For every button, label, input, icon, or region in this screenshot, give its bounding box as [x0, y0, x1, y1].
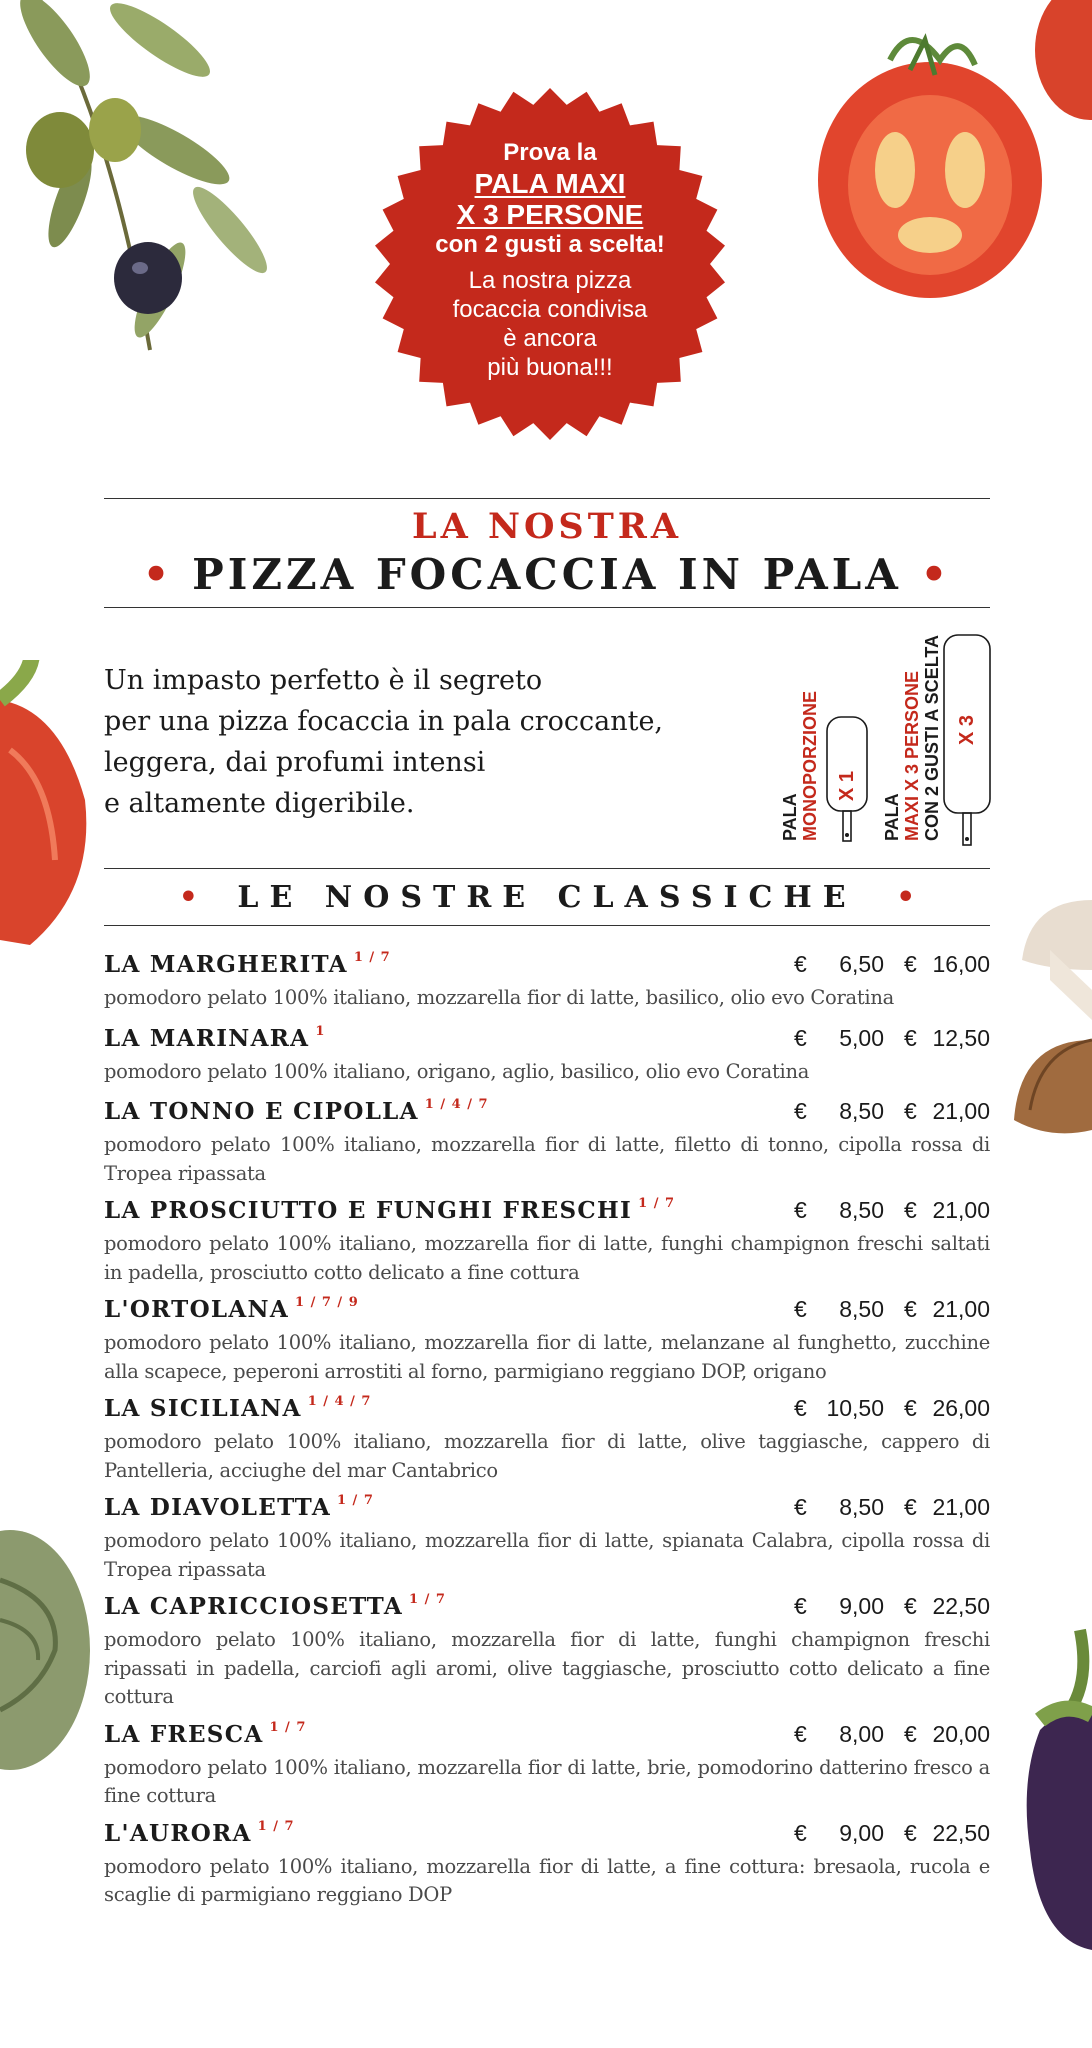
- intro-text: [104, 660, 744, 824]
- pala-maxi-label: MAXI X 3 PERSONE: [902, 670, 922, 841]
- badge-line: La nostra pizza: [468, 267, 632, 294]
- currency-symbol: €: [794, 1819, 807, 1846]
- badge-line: Prova la: [503, 139, 597, 166]
- menu-item-name: LA PROSCIUTTO E FUNGHI FRESCHI: [104, 1197, 633, 1224]
- currency-symbol: €: [794, 1296, 807, 1322]
- menu-item-name-wrap: [104, 1592, 446, 1620]
- menu-item-name-wrap: [104, 1295, 359, 1323]
- price-maxi-value: 12,50: [932, 1024, 990, 1051]
- tomato-corner-illustration: [1030, 0, 1092, 130]
- olive-branch-illustration: [0, 0, 320, 360]
- menu-item-description: pomodoro pelato 100% italiano, origano, aglio, basilico, olio evo Coratina: [104, 1059, 810, 1083]
- currency-symbol: €: [904, 1296, 917, 1322]
- menu-item-description: pomodoro pelato 100% italiano, mozzarella fior di latte, melanzane al funghetto, zucchine alla scapece, peperoni arrostiti al forno, parmigiano reggiano DOP, origano: [104, 1331, 990, 1383]
- price-maxi-value: 21,00: [932, 1098, 990, 1124]
- menu-item-description: pomodoro pelato 100% italiano, mozzarella fior di latte, funghi champignon freschi saltati in padella, prosciutto cotto delicato a fine cottura: [104, 1232, 990, 1284]
- currency-symbol: €: [794, 1720, 807, 1747]
- menu-item-header: [104, 1819, 990, 1853]
- menu-item-name: LA DIAVOLETTA: [104, 1494, 331, 1521]
- badge-line: più buona!!!: [487, 354, 613, 381]
- intro-line: per una pizza focaccia in pala croccante,: [104, 706, 664, 737]
- allergen-codes: 1 / 7: [353, 950, 391, 965]
- price-single-value: 8,00: [839, 1720, 884, 1747]
- menu-item: [104, 1394, 990, 1485]
- price-single-value: 5,00: [839, 1024, 884, 1051]
- price-maxi-value: 21,00: [932, 1494, 990, 1520]
- menu-item-header: [104, 1394, 990, 1428]
- page-title-text: PIZZA FOCACCIA IN PALA: [192, 550, 902, 599]
- menu-item-name: LA MARGHERITA: [104, 951, 348, 978]
- price-maxi-value: 22,50: [932, 1819, 990, 1846]
- currency-symbol: €: [904, 1494, 917, 1520]
- tomato-half-illustration: [800, 20, 1060, 320]
- pala-maxi-multiplier: X 3: [956, 714, 978, 745]
- menu-item-description: pomodoro pelato 100% italiano, mozzarella fior di latte, filetto di tonno, cipolla rossa di Tropea ripassata: [104, 1133, 990, 1185]
- pala-maxi-label: PALA: [882, 793, 902, 841]
- allergen-codes: 1 / 7: [638, 1196, 676, 1211]
- allergen-codes: 1 / 7: [269, 1719, 307, 1735]
- menu-item: [104, 1592, 990, 1712]
- menu-item-description: pomodoro pelato 100% italiano, mozzarella fior di latte, spianata Calabra, cipolla rossa di Tropea ripassata: [104, 1529, 990, 1581]
- allergen-codes: 1 / 7 / 9: [295, 1295, 359, 1310]
- menu-list: [104, 950, 990, 1918]
- currency-symbol: €: [794, 1098, 807, 1124]
- currency-symbol: €: [904, 1720, 917, 1747]
- price-single-value: 8,50: [839, 1098, 884, 1124]
- menu-item-name-wrap: [104, 1720, 306, 1748]
- menu-item-name: L'AURORA: [104, 1819, 252, 1847]
- price-single-value: 8,50: [839, 1494, 884, 1520]
- price-single-value: 10,50: [826, 1395, 884, 1421]
- currency-symbol: €: [904, 1024, 917, 1051]
- menu-item-name-wrap: [104, 1097, 489, 1125]
- pepper-illustration: [0, 660, 95, 950]
- bullet-dot: •: [920, 550, 952, 599]
- menu-item-header: [104, 1720, 990, 1754]
- menu-item-header: [104, 1196, 990, 1230]
- menu-item-description: pomodoro pelato 100% italiano, mozzarella fior di latte, a fine cottura: bresaola, rucola e scaglie di parmigiano reggiano DOP: [104, 1854, 990, 1906]
- intro-line: e altamente digeribile.: [104, 788, 415, 819]
- artichoke-illustration: [0, 1520, 90, 1780]
- menu-item-name: LA CAPRICCIOSETTA: [104, 1593, 403, 1620]
- allergen-codes: 1 / 7: [257, 1818, 295, 1834]
- menu-item-name-wrap: [104, 950, 391, 978]
- currency-symbol: €: [904, 1197, 917, 1223]
- currency-symbol: €: [794, 1197, 807, 1223]
- menu-item-header: [104, 1592, 990, 1626]
- menu-item-name-wrap: [104, 1024, 325, 1052]
- section-title: [104, 880, 990, 915]
- badge-line: con 2 gusti a scelta!: [435, 231, 665, 258]
- menu-item: [104, 1196, 990, 1287]
- page-title: [104, 550, 990, 599]
- price-maxi-value: 22,50: [932, 1593, 990, 1619]
- menu-item-name-wrap: [104, 1493, 374, 1521]
- currency-symbol: €: [904, 1819, 917, 1846]
- menu-item-header: [104, 1024, 990, 1058]
- price-maxi-value: 21,00: [932, 1197, 990, 1223]
- eggplant-illustration: [1010, 1620, 1092, 1950]
- menu-item-name: LA TONNO E CIPOLLA: [104, 1098, 419, 1125]
- intro-line: Un impasto perfetto è il segreto: [104, 665, 543, 696]
- currency-symbol: €: [904, 1593, 917, 1619]
- allergen-codes: 1 / 4 / 7: [307, 1394, 372, 1409]
- allergen-codes: 1 / 7: [336, 1493, 374, 1508]
- bullet-dot: •: [896, 880, 916, 915]
- menu-item-header: [104, 1493, 990, 1527]
- allergen-codes: 1: [315, 1023, 326, 1039]
- badge-line: focaccia condivisa: [452, 296, 648, 323]
- menu-item: [104, 1819, 990, 1910]
- price-maxi-value: 21,00: [932, 1296, 990, 1322]
- divider-line: [104, 607, 990, 608]
- menu-item-description: pomodoro pelato 100% italiano, mozzarella fior di latte, basilico, olio evo Coratina: [104, 986, 894, 1009]
- divider-line: [104, 498, 990, 499]
- mushroom-illustration: [1010, 890, 1092, 1180]
- menu-item-header: [104, 950, 990, 984]
- price-maxi-value: 20,00: [932, 1720, 990, 1747]
- allergen-codes: 1 / 4 / 7: [424, 1097, 489, 1112]
- badge-line: è ancora: [503, 325, 597, 352]
- pala-maxi-label: CON 2 GUSTI A SCELTA: [922, 634, 942, 841]
- menu-item-description: pomodoro pelato 100% italiano, mozzarella fior di latte, olive taggiasche, cappero di Pantelleria, acciughe del mar Cantabrico: [104, 1430, 990, 1482]
- menu-item-description: pomodoro pelato 100% italiano, mozzarella fior di latte, funghi champignon freschi ripassati in padella, carciofi agli aromi, olive taggiasche, prosciutto cotto delicato a fine cottura: [104, 1628, 990, 1708]
- allergen-codes: 1 / 7: [409, 1592, 446, 1607]
- menu-item-header: [104, 1295, 990, 1329]
- menu-item-name-wrap: [104, 1819, 295, 1847]
- menu-item-name-wrap: [104, 1196, 675, 1224]
- menu-item: [104, 1097, 990, 1188]
- divider-line: [104, 868, 990, 869]
- price-maxi-value: 16,00: [932, 951, 990, 977]
- pala-mono-label: MONOPORZIONE: [800, 690, 820, 841]
- menu-item: [104, 1493, 990, 1584]
- price-single-value: 6,50: [839, 951, 884, 977]
- price-single-value: 9,00: [839, 1593, 884, 1619]
- menu-item: [104, 1295, 990, 1386]
- currency-symbol: €: [794, 1024, 807, 1051]
- menu-item-name: LA SICILIANA: [104, 1395, 302, 1422]
- bullet-dot: •: [178, 880, 198, 915]
- price-single-value: 8,50: [839, 1296, 884, 1322]
- divider-line: [104, 925, 990, 926]
- pala-mono-multiplier: X 1: [836, 770, 858, 801]
- pala-mono-label: PALA: [780, 793, 800, 841]
- currency-symbol: €: [794, 1593, 807, 1619]
- menu-item: [104, 1024, 990, 1087]
- currency-symbol: €: [794, 951, 807, 977]
- price-single-value: 9,00: [839, 1819, 884, 1846]
- menu-item-description: pomodoro pelato 100% italiano, mozzarella fior di latte, brie, pomodorino datterino fresco a fine cottura: [104, 1755, 990, 1807]
- currency-symbol: €: [904, 951, 917, 977]
- badge-line: PALA MAXI: [474, 168, 626, 199]
- currency-symbol: €: [794, 1494, 807, 1520]
- promo-badge: [372, 86, 728, 442]
- section-title-text: LE NOSTRE CLASSICHE: [237, 880, 857, 915]
- price-maxi-value: 26,00: [932, 1395, 990, 1421]
- page-subtitle: LA NOSTRA: [412, 506, 682, 547]
- pala-size-diagram: [770, 625, 1000, 855]
- badge-line: X 3 PERSONE: [456, 199, 644, 230]
- menu-item-header: [104, 1097, 990, 1131]
- menu-item-name: L'ORTOLANA: [104, 1296, 289, 1323]
- currency-symbol: €: [904, 1395, 917, 1421]
- menu-item: [104, 950, 990, 1013]
- currency-symbol: €: [794, 1395, 807, 1421]
- currency-symbol: €: [904, 1098, 917, 1124]
- bullet-dot: •: [142, 550, 174, 599]
- menu-item-name: LA FRESCA: [104, 1720, 264, 1748]
- menu-item-name: LA MARINARA: [104, 1024, 310, 1052]
- menu-item-name-wrap: [104, 1394, 371, 1422]
- menu-item: [104, 1720, 990, 1811]
- badge-text: [412, 138, 688, 382]
- price-single-value: 8,50: [839, 1197, 884, 1223]
- intro-line: leggera, dai profumi intensi: [104, 747, 486, 778]
